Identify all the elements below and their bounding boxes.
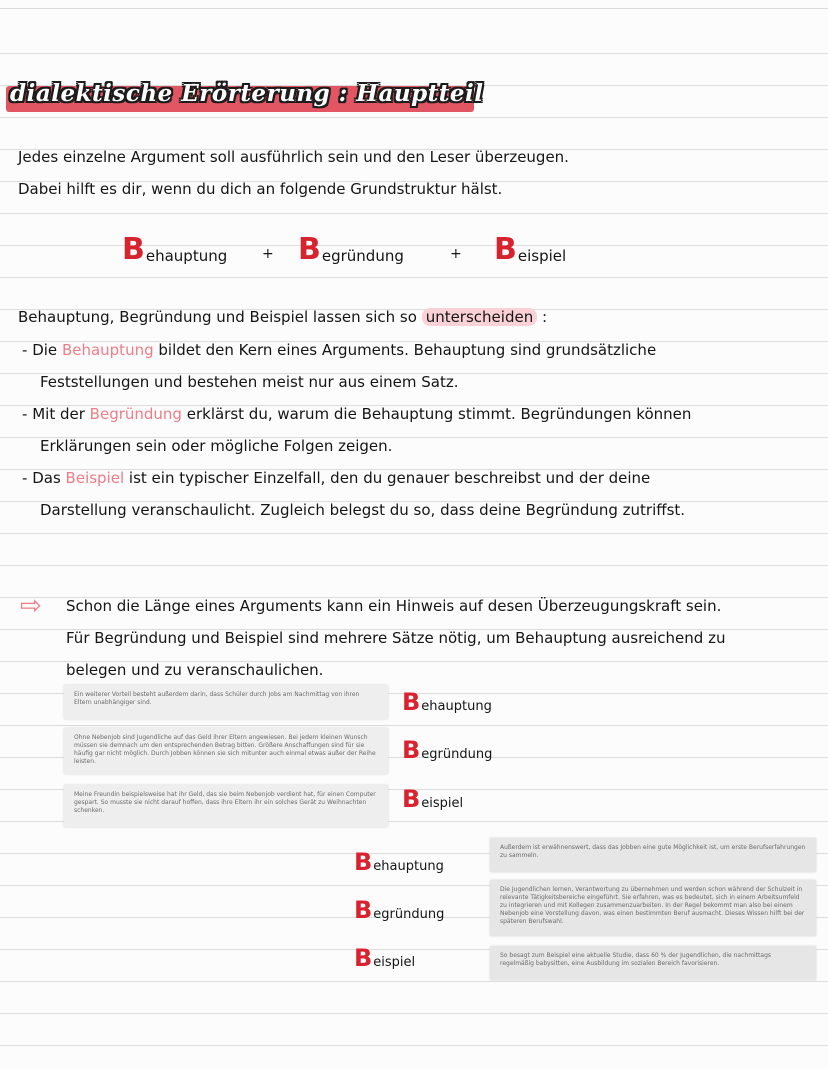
label-letter: B — [402, 785, 421, 813]
example2-label-behauptung — [354, 850, 444, 874]
formula-beispiel — [494, 232, 567, 267]
bullet-term: Beispiel — [65, 469, 125, 487]
label-letter: B — [354, 848, 373, 876]
bullet-pre: Das — [32, 469, 61, 487]
bullet-beispiel-cont: Darstellung veranschaulicht. Zugleich belegst du so, dass deine Begründung zutriffst. — [40, 501, 686, 519]
note-line-3: belegen und zu veranschaulichen. — [66, 661, 324, 679]
bullet-post: ist ein typischer Einzelfall, den du genauer beschreibst und der deine — [128, 469, 651, 487]
formula-plus-2: + — [450, 246, 462, 262]
example1-label-behauptung — [402, 690, 492, 714]
formula-b1-letter: B — [122, 232, 145, 267]
formula-b2-rest: egründung — [321, 247, 404, 265]
bullet-begruendung — [22, 398, 691, 430]
distinguish-line — [18, 301, 547, 333]
example1-clip-begruendung: Ohne Nebenjob sind Jugendliche auf das Geld ihrer Eltern angewiesen. Bei jedem kleinen Wunsch müssen sie demnach um den entsprechenden Betrag bitten. Größere Anschaffungen sind für sie häufig gar nicht möglich. Durch Jobben können sie sich mitunter auch einmal etwas außer der Reihe leisten. — [64, 728, 388, 774]
example2-clip-begruendung: Die Jugendlichen lernen, Verantwortung zu übernehmen und werden schon während der Schulzeit in relevante Tätigkeitsbereiche eingeführt. Sie erfahren, was es bedeutet, sich in einem Arbeitsumfeld zu integrieren und mit Kollegen zusammenzuarbeiten. In der Regel bekommt man also bei einem Nebenjob eine Vorstellung davon, was einen bestimmten Beruf ausmacht. Dieses Wissen hilft bei der späteren Berufswahl. — [490, 880, 816, 936]
label-rest: egründung — [421, 747, 493, 762]
label-letter: B — [402, 736, 421, 764]
label-letter: B — [354, 944, 373, 972]
example2-clip-behauptung: Außerdem ist erwähnenswert, dass das Jobben eine gute Möglichkeit ist, um erste Berufserfahrungen zu sammeln. — [490, 838, 816, 872]
formula-behauptung — [122, 232, 228, 267]
label-rest: eispiel — [421, 796, 464, 811]
label-rest: ehauptung — [421, 699, 492, 714]
bullet-behauptung-cont: Feststellungen und bestehen meist nur aus einem Satz. — [40, 373, 459, 391]
bullet-term: Behauptung — [61, 341, 154, 359]
distinguish-suffix: : — [541, 308, 548, 326]
bullet-pre: Die — [32, 341, 58, 359]
distinguish-prefix: Behauptung, Begründung und Beispiel lassen sich so — [18, 308, 417, 326]
label-rest: ehauptung — [373, 859, 444, 874]
bullet-begruendung-cont: Erklärungen sein oder mögliche Folgen zeigen. — [40, 437, 393, 455]
example1-label-beispiel — [402, 787, 463, 811]
bullet-post: erklärst du, warum die Behauptung stimmt. Begründungen können — [186, 405, 692, 423]
bullet-dash: - — [22, 341, 28, 359]
arrow-right-icon: ⇨ — [20, 591, 42, 621]
label-rest: eispiel — [373, 955, 416, 970]
formula-plus-1: + — [262, 246, 274, 262]
formula-b2-letter: B — [298, 232, 321, 267]
formula-b1-rest: ehauptung — [145, 247, 228, 265]
label-letter: B — [402, 688, 421, 716]
bullet-post: bildet den Kern eines Arguments. Behauptung sind grundsätzliche — [158, 341, 657, 359]
bullet-beispiel — [22, 462, 650, 494]
page-title: dialektische Erörterung : Hauptteil — [10, 80, 484, 107]
example1-clip-beispiel: Meine Freundin beispielsweise hat ihr Geld, das sie beim Nebenjob verdient hat, für einen Computer gespart. So musste sie nicht darauf hoffen, dass ihre Eltern ihr ein solches Gerät zu Weihnachten schenken. — [64, 785, 388, 827]
bullet-term: Begründung — [89, 405, 182, 423]
distinguish-highlight: unterscheiden — [422, 308, 538, 326]
intro-line-2: Dabei hilft es dir, wenn du dich an folgende Grundstruktur hälst. — [18, 180, 503, 198]
note-line-1: Schon die Länge eines Arguments kann ein Hinweis auf desen Überzeugungskraft sein. — [66, 597, 722, 615]
label-rest: egründung — [373, 907, 445, 922]
example1-clip-behauptung: Ein weiterer Vorteil besteht außerdem darin, dass Schüler durch Jobs am Nachmittag von ihren Eltern unabhängiger sind. — [64, 685, 388, 719]
note-line-2: Für Begründung und Beispiel sind mehrere Sätze nötig, um Behauptung ausreichend zu — [66, 629, 726, 647]
formula-begruendung — [298, 232, 404, 267]
example1-label-begruendung — [402, 738, 492, 762]
formula-b3-letter: B — [494, 232, 517, 267]
bullet-dash: - — [22, 469, 28, 487]
example2-label-begruendung — [354, 898, 444, 922]
intro-line-1: Jedes einzelne Argument soll ausführlich sein und den Leser überzeugen. — [18, 148, 569, 166]
bullet-pre: Mit der — [32, 405, 85, 423]
label-letter: B — [354, 896, 373, 924]
example2-label-beispiel — [354, 946, 415, 970]
bullet-behauptung — [22, 334, 656, 366]
formula-b3-rest: eispiel — [517, 247, 567, 265]
example2-clip-beispiel: So besagt zum Beispiel eine aktuelle Studie, dass 60 % der Jugendlichen, die nachmittags regelmäßig babysitten, eine Ausbildung im sozialen Bereich favorisieren. — [490, 946, 816, 980]
bullet-dash: - — [22, 405, 28, 423]
